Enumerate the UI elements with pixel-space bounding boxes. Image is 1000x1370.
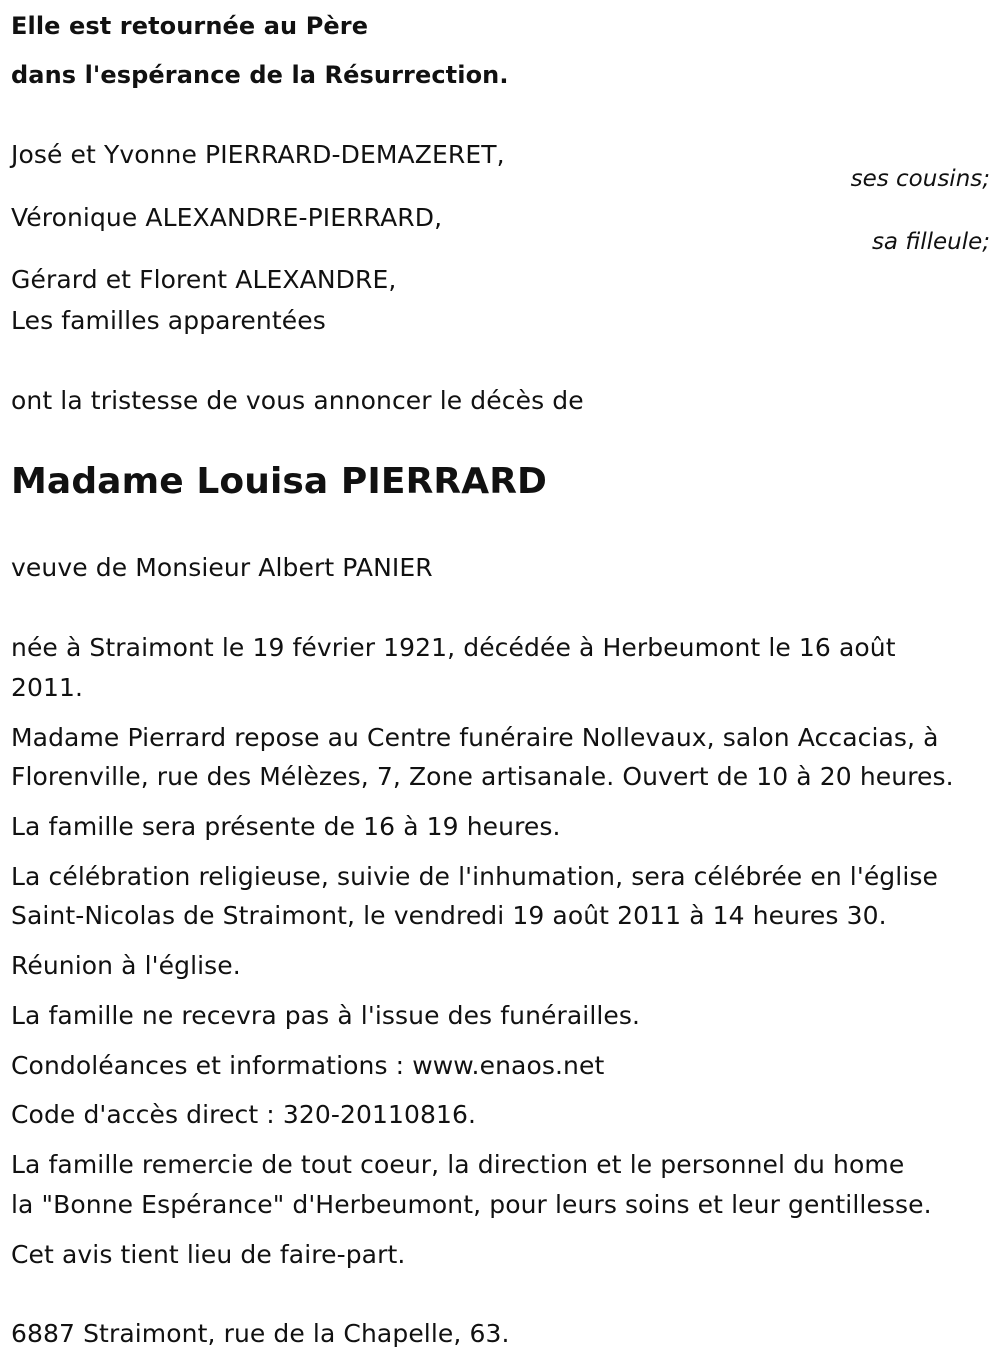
celebration-line-2: Saint-Nicolas de Straimont, le vendredi 19 août 2011 à 14 heures 30. bbox=[11, 901, 887, 930]
family-relatives: Les familles apparentées bbox=[11, 306, 326, 335]
resting-place-line-2: Florenville, rue des Mélèzes, 7, Zone artisanale. Ouvert de 10 à 20 heures. bbox=[11, 762, 954, 791]
birth-death-line-2: 2011. bbox=[11, 673, 84, 702]
family-filleule-role: sa filleule; bbox=[871, 229, 990, 255]
family-cousins-role: ses cousins; bbox=[850, 166, 990, 192]
intro-line-2: dans l'espérance de la Résurrection. bbox=[11, 61, 509, 89]
birth-death-line-1: née à Straimont le 19 février 1921, décédée à Herbeumont le 16 août bbox=[11, 633, 896, 662]
family-others: Gérard et Florent ALEXANDRE, bbox=[11, 265, 397, 294]
address: 6887 Straimont, rue de la Chapelle, 63. bbox=[11, 1319, 510, 1348]
notice-text: Cet avis tient lieu de faire-part. bbox=[11, 1240, 406, 1269]
intro-line-1: Elle est retournée au Père bbox=[11, 12, 369, 40]
celebration-line-1: La célébration religieuse, suivie de l'inhumation, sera célébrée en l'église bbox=[11, 862, 938, 891]
widow-of: veuve de Monsieur Albert PANIER bbox=[11, 553, 433, 582]
meeting-info: Réunion à l'église. bbox=[11, 951, 241, 980]
thanks-line-1: La famille remercie de tout coeur, la direction et le personnel du home bbox=[11, 1150, 905, 1179]
family-presence: La famille sera présente de 16 à 19 heures. bbox=[11, 812, 561, 841]
thanks-line-2: la "Bonne Espérance" d'Herbeumont, pour leurs soins et leur gentillesse. bbox=[11, 1190, 932, 1219]
family-filleule: Véronique ALEXANDRE-PIERRARD, bbox=[11, 203, 443, 232]
announcement-text: ont la tristesse de vous annoncer le décès de bbox=[11, 386, 584, 415]
family-cousins: José et Yvonne PIERRARD-DEMAZERET, bbox=[11, 140, 505, 169]
condolences-info: Condoléances et informations : www.enaos.net bbox=[11, 1051, 605, 1080]
deceased-name: Madame Louisa PIERRARD bbox=[11, 461, 548, 502]
access-code: Code d'accès direct : 320-20110816. bbox=[11, 1100, 477, 1129]
no-reception-info: La famille ne recevra pas à l'issue des funérailles. bbox=[11, 1001, 641, 1030]
resting-place-line-1: Madame Pierrard repose au Centre funéraire Nollevaux, salon Accacias, à bbox=[11, 723, 939, 752]
